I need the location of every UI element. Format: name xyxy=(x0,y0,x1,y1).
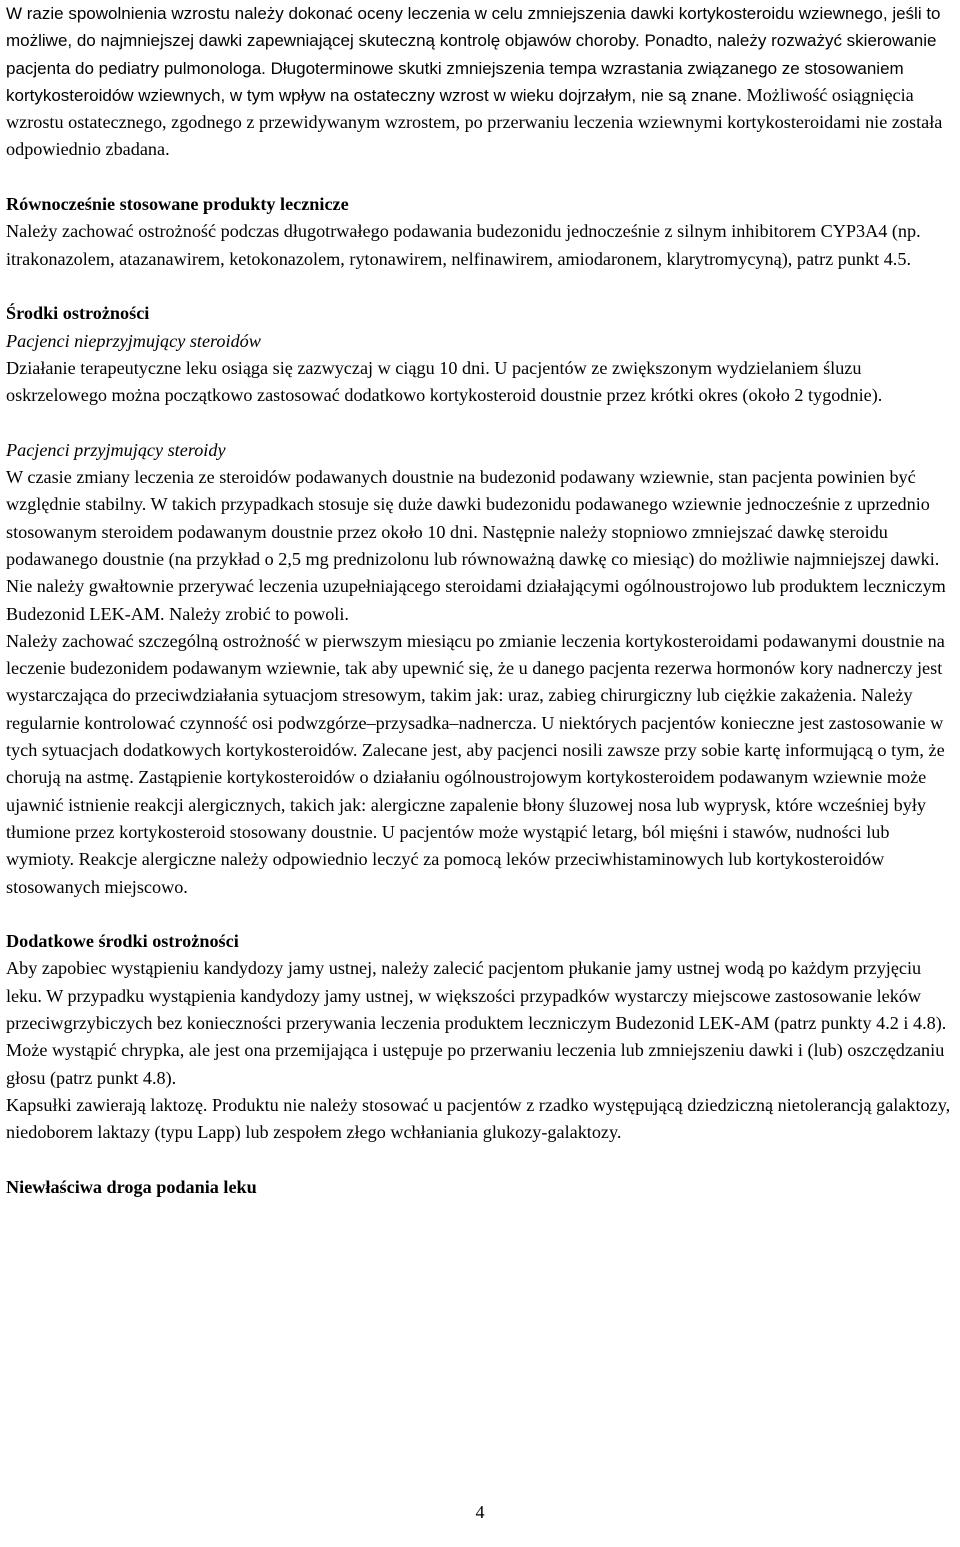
spacer xyxy=(6,409,954,436)
additional-precautions-heading: Dodatkowe środki ostrożności xyxy=(6,931,239,952)
spacer xyxy=(6,901,954,928)
growth-paragraph-serif-text: Możliwość osiągnięcia wzrostu ostatecznego, zgodnego z przewidywanym wzrostem, po przerwaniu leczenia wziewnymi kortykosteroidami nie została odpowiednio zbadana. xyxy=(6,84,943,160)
spacer xyxy=(6,1146,954,1173)
spacer xyxy=(6,273,954,300)
lactose-paragraph: Kapsułki zawierają laktozę. Produktu nie należy stosować u pacjentów z rzadko występującą dziedziczną nietolerancją galaktozy, niedoborem laktazy (typu Lapp) lub zespołem złego wchłaniania glukozy-galaktozy. xyxy=(6,1094,951,1143)
growth-paragraph xyxy=(6,0,954,164)
concomitant-heading: Równocześnie stosowane produkty lecznicze xyxy=(6,194,349,215)
non-steroid-paragraph: Działanie terapeutyczne leku osiąga się zazwyczaj w ciągu 10 dni. U pacjentów ze zwiększonym wydzielaniem śluzu oskrzelowego można początkowo zastosować dodatkowo kortykosteroid doustnie przez krótki okres (około 2 tygodnie). xyxy=(6,357,883,406)
candidiasis-paragraph: Aby zapobiec wystąpieniu kandydozy jamy ustnej, należy zalecić pacjentom płukanie jamy ustnej wodą po każdym przyjęciu leku. W przypadku wystąpienia kandydozy jamy ustnej, w większości przypadków wystarczy miejscowe zastosowanie leków przeciwgrzybiczych bez konieczności przerywania leczenia produktem leczniczym Budezonid LEK-AM (patrz punkty 4.2 i 4.8). xyxy=(6,958,947,1033)
page-number: 4 xyxy=(475,1502,485,1522)
steroid-subheading: Pacjenci przyjmujący steroidy xyxy=(6,439,226,460)
non-steroid-subheading: Pacjenci nieprzyjmujący steroidów xyxy=(6,330,261,351)
growth-paragraph-arial-text: W razie spowolnienia wzrostu należy dokonać oceny leczenia w celu zmniejszenia dawki kortykosteroidu wziewnego, jeśli to możliwe, do najmniejszej dawki zapewniającej skuteczną kontrolę objawów choroby. Ponadto, należy rozważyć skierowanie pacjenta do pediatry pulmonologa. Długoterminowe skutki zmniejszenia tempa wzrastania związanego ze stosowaniem kortykosteroidów wziewnych, w tym wpływ na ostateczny wzrost w wieku dojrzałym, nie są znane. xyxy=(6,4,941,105)
hoarseness-paragraph: Może wystąpić chrypka, ale jest ona przemijająca i ustępuje po przerwaniu leczenia lub zmniejszeniu dawki i (lub) oszczędzaniu głosu (patrz punkt 4.8). xyxy=(6,1040,945,1088)
route-heading: Niewłaściwa droga podania leku xyxy=(6,1176,257,1197)
document-page xyxy=(6,0,954,1201)
steroid-paragraph-2: Należy zachować szczególną ostrożność w pierwszym miesiącu po zmianie leczenia kortykosteroidami podawanymi doustnie na leczenie budezonidem podawanym wziewnie, tak aby upewnić się, że u danego pacjenta rezerwa hormonów kory nadnerczy jest wystarczająca do przeciwdziałania sytuacjom stresowym, takim jak: uraz, zabieg chirurgiczny lub ciężkie zakażenia. Należy regularnie kontrolować czynność osi podwzgórze–przysadka–nadnercza. U niektórych pacjentów konieczne jest zastosowanie w tych sytuacjach dodatkowych kortykosteroidów. Zalecane jest, aby pacjenci nosili zawsze przy sobie kartę informującą o tym, że chorują na astmę. Zastąpienie kortykosteroidów o działaniu ogólnoustrojowym kortykosteroidem podawanym wziewnie może ujawnić istnienie reakcji alergicznych, takich jak: alergiczne zapalenie błony śluzowej nosa lub wyprysk, które wcześniej były tłumione przez kortykosteroid stosowany doustnie. U pacjentów może wystąpić letarg, ból mięśni i stawów, nudności lub wymioty. Reakcje alergiczne należy odpowiednio leczyć za pomocą leków przeciwhistaminowych lub kortykosteroidów stosowanych miejscowo. xyxy=(6,630,945,897)
concomitant-paragraph: Należy zachować ostrożność podczas długotrwałego podawania budezonidu jednocześnie z silnym inhibitorem CYP3A4 (np. itrakonazolem, atazanawirem, ketokonazolem, rytonawirem, nelfinawirem, amiodaronem, klarytromycyną), patrz punkt 4.5. xyxy=(6,221,921,269)
spacer xyxy=(6,164,954,191)
steroid-paragraph-1: W czasie zmiany leczenia ze steroidów podawanych doustnie na budezonid podawany wziewnie, stan pacjenta powinien być względnie stabilny. W takich przypadkach stosuje się duże dawki budezonidu podawanego wziewnie jednocześnie z uprzednio stosowanym steroidem podawanym doustnie przez około 10 dni. Następnie należy stopniowo zmniejszać dawkę steroidu podawanego doustnie (na przykład o 2,5 mg prednizolonu lub równoważną dawkę co miesiąc) do możliwie najmniejszej dawki. Nie należy gwałtownie przerywać leczenia uzupełniającego steroidami działającymi ogólnoustrojowo lub produktem leczniczym Budezonid LEK-AM. Należy zrobić to powoli. xyxy=(6,467,946,624)
precautions-heading: Środki ostrożności xyxy=(6,303,150,324)
